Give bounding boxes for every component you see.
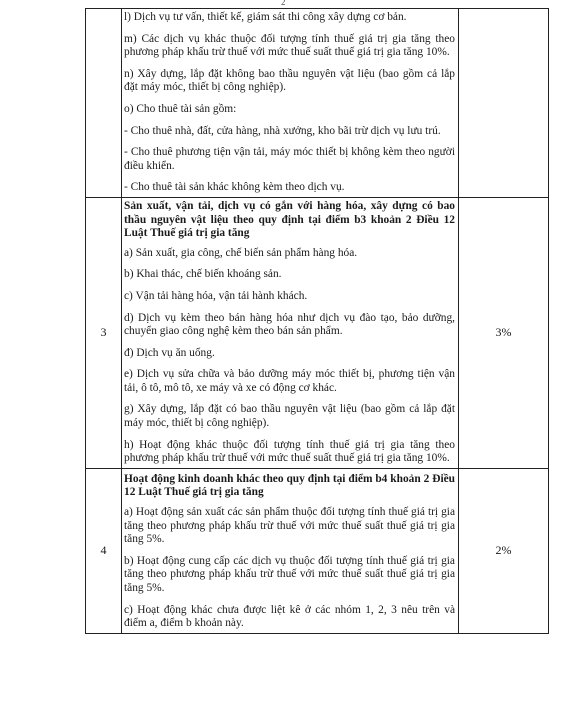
list-item: - Cho thuê nhà, đất, cửa hàng, nhà xưởng, kho bãi trừ dịch vụ lưu trú.	[124, 124, 441, 137]
list-item: c) Hoạt động khác chưa được liệt kê ở các nhóm 1, 2, 3 nêu trên và điểm a, điểm b khoản này.	[124, 603, 455, 630]
content-cell	[122, 9, 459, 198]
row-number-cell	[86, 9, 122, 198]
list-item: - Cho thuê tài sản khác không kèm theo dịch vụ.	[124, 181, 345, 194]
content-cell	[122, 468, 459, 633]
group-heading: Hoạt động kinh doanh khác theo quy định tại điểm b4 khoản 2 Điều 12 Luật Thuế giá trị gia tăng	[124, 472, 455, 499]
list-item: d) Dịch vụ kèm theo bán hàng hóa như dịch vụ đào tạo, bảo dưỡng, chuyển giao công nghệ kèm theo bán sản phẩm.	[124, 311, 455, 338]
tax-rate-cell	[459, 9, 549, 198]
tax-rate-cell: 3%	[459, 197, 549, 468]
list-item: m) Các dịch vụ khác thuộc đối tượng tính thuế giá trị gia tăng theo phương pháp khấu trừ thuế với mức thuế suất thuế giá trị gia tăng 10%.	[124, 32, 455, 59]
list-item: g) Xây dựng, lắp đặt có bao thầu nguyên vật liệu (bao gồm cả lắp đặt máy móc, thiết bị công nghiệp).	[124, 403, 455, 430]
list-item: b) Khai thác, chế biến khoáng sản.	[124, 268, 282, 281]
list-item: o) Cho thuê tài sản gồm:	[124, 102, 237, 115]
list-item: - Cho thuê phương tiện vận tải, máy móc thiết bị không kèm theo người điều khiển.	[124, 146, 455, 172]
row-number-cell: 3	[86, 197, 122, 468]
table-row	[86, 9, 549, 198]
list-item: b) Hoạt động cung cấp các dịch vụ thuộc đối tượng tính thuế giá trị gia tăng theo phương pháp khấu trừ thuế với mức thuế suất thuế giá trị gia tăng 5%.	[124, 554, 455, 594]
content-cell	[122, 197, 459, 468]
list-item: c) Vận tải hàng hóa, vận tải hành khách.	[124, 289, 308, 302]
table-row	[86, 468, 549, 633]
list-item: h) Hoạt động khác thuộc đối tượng tính thuế giá trị gia tăng theo phương pháp khấu trừ thuế với mức thuế suất thuế giá trị gia tăng 10%.	[124, 438, 455, 465]
tax-rate-table	[85, 8, 549, 634]
list-item: a) Sản xuất, gia công, chế biến sản phẩm hàng hóa.	[124, 246, 358, 259]
table-row	[86, 197, 549, 468]
list-item: a) Hoạt động sản xuất các sản phẩm thuộc đối tượng tính thuế giá trị gia tăng theo phương pháp khấu trừ thuế với mức thuế suất thuế giá trị gia tăng 5%.	[124, 506, 455, 546]
group-heading: Sản xuất, vận tải, dịch vụ có gắn với hàng hóa, xây dựng có bao thầu nguyên vật liệu theo quy định tại điểm b3 khoản 2 Điều 12 Luật Thuế giá trị gia tăng	[124, 199, 455, 240]
tax-rate-cell: 2%	[459, 468, 549, 633]
row-number-cell: 4	[86, 468, 122, 633]
list-item: n) Xây dựng, lắp đặt không bao thầu nguyên vật liệu (bao gồm cả lắp đặt máy móc, thiết bị công nghiệp).	[124, 67, 455, 94]
page-number: 2	[281, 0, 286, 7]
list-item: l) Dịch vụ tư vấn, thiết kế, giám sát thi công xây dựng cơ bản.	[124, 11, 407, 23]
list-item: e) Dịch vụ sửa chữa và bảo dưỡng máy móc thiết bị, phương tiện vận tải, ô tô, mô tô, xe máy và xe có động cơ khác.	[124, 368, 455, 394]
list-item: đ) Dịch vụ ăn uống.	[124, 346, 215, 359]
